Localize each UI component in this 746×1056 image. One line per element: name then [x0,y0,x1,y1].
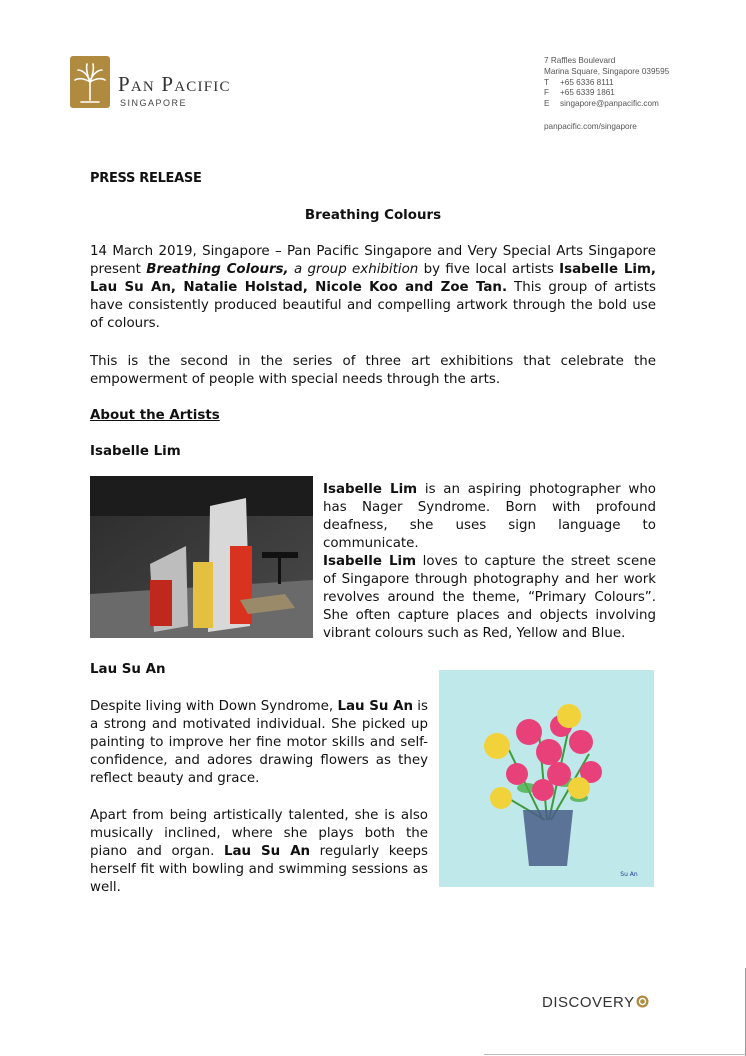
artist-heading-isabelle: Isabelle Lim [90,444,181,459]
address-line-1: 7 Raffles Boulevard [544,56,616,65]
email-link[interactable]: singapore@panpacific.com [560,99,659,109]
palm-frond-icon [70,56,110,108]
logo-subtitle: SINGAPORE [120,98,188,108]
painting-signature: Su An [620,871,638,878]
website-link[interactable]: panpacific.com/singapore [544,121,637,131]
phone-number: +65 6336 8111 [560,77,614,87]
contact-block [544,56,669,133]
artist-heading-lau: Lau Su An [90,662,166,677]
address-line-2: Marina Square, Singapore 039595 [544,66,670,76]
fax-number: +65 6339 1861 [560,88,615,98]
discovery-logo [542,994,649,1011]
press-release-label: PRESS RELEASE [90,171,202,186]
footer-rule-horizontal [484,1054,746,1055]
intro-paragraph: 14 March 2019, Singapore – Pan Pacific Singapore and Very Special Arts Singapore present Breathing Colours, a group exhibition by five local artists Isabelle Lim, Lau Su An, Natalie Holstad, Nicole Koo and Zoe Tan. This group of artists have consistently produced beautiful and compelling artwork through the bold use of colours. [90,244,657,331]
fax-label: F [544,88,550,98]
email-label: E [544,99,550,109]
discovery-circle-icon [636,995,649,1008]
document-title: Breathing Colours [304,208,442,223]
isabelle-photograph [90,476,313,638]
lau-bio-1: Despite living with Down Syndrome, Lau Su An is a strong and motivated individual. She picked up painting to improve her fine motor skills and self-confidence, and adores drawing flowers as they reflect beauty and grace. [90,699,428,786]
about-artists-heading: About the Artists [90,408,220,423]
phone-label: T [544,77,550,87]
lau-bio-2: Apart from being artistically talented, she is also musically inclined, where she plays both the piano and organ. Lau Su An regularly keeps herself fit with bowling and swimming sessions as well. [90,808,429,895]
logo-name: Pan Pacific [118,72,231,96]
lau-flower-painting [439,670,654,887]
isabelle-bio-1: Isabelle Lim is an aspiring photographer who has Nager Syndrome. Born with profound deafness, she uses sign language to communicate. [323,482,657,551]
discovery-brand-text: DISCOVERY [542,994,635,1011]
isabelle-bio-2: Isabelle Lim loves to capture the street scene of Singapore through photography and her work revolves around the theme, “Primary Colours”. She often capture places and objects involving vibrant colours such as Red, Yellow and Blue. [323,554,656,641]
series-paragraph: This is the second in the series of three art exhibitions that celebrate the empowerment of people with special needs through the arts. [90,354,656,387]
